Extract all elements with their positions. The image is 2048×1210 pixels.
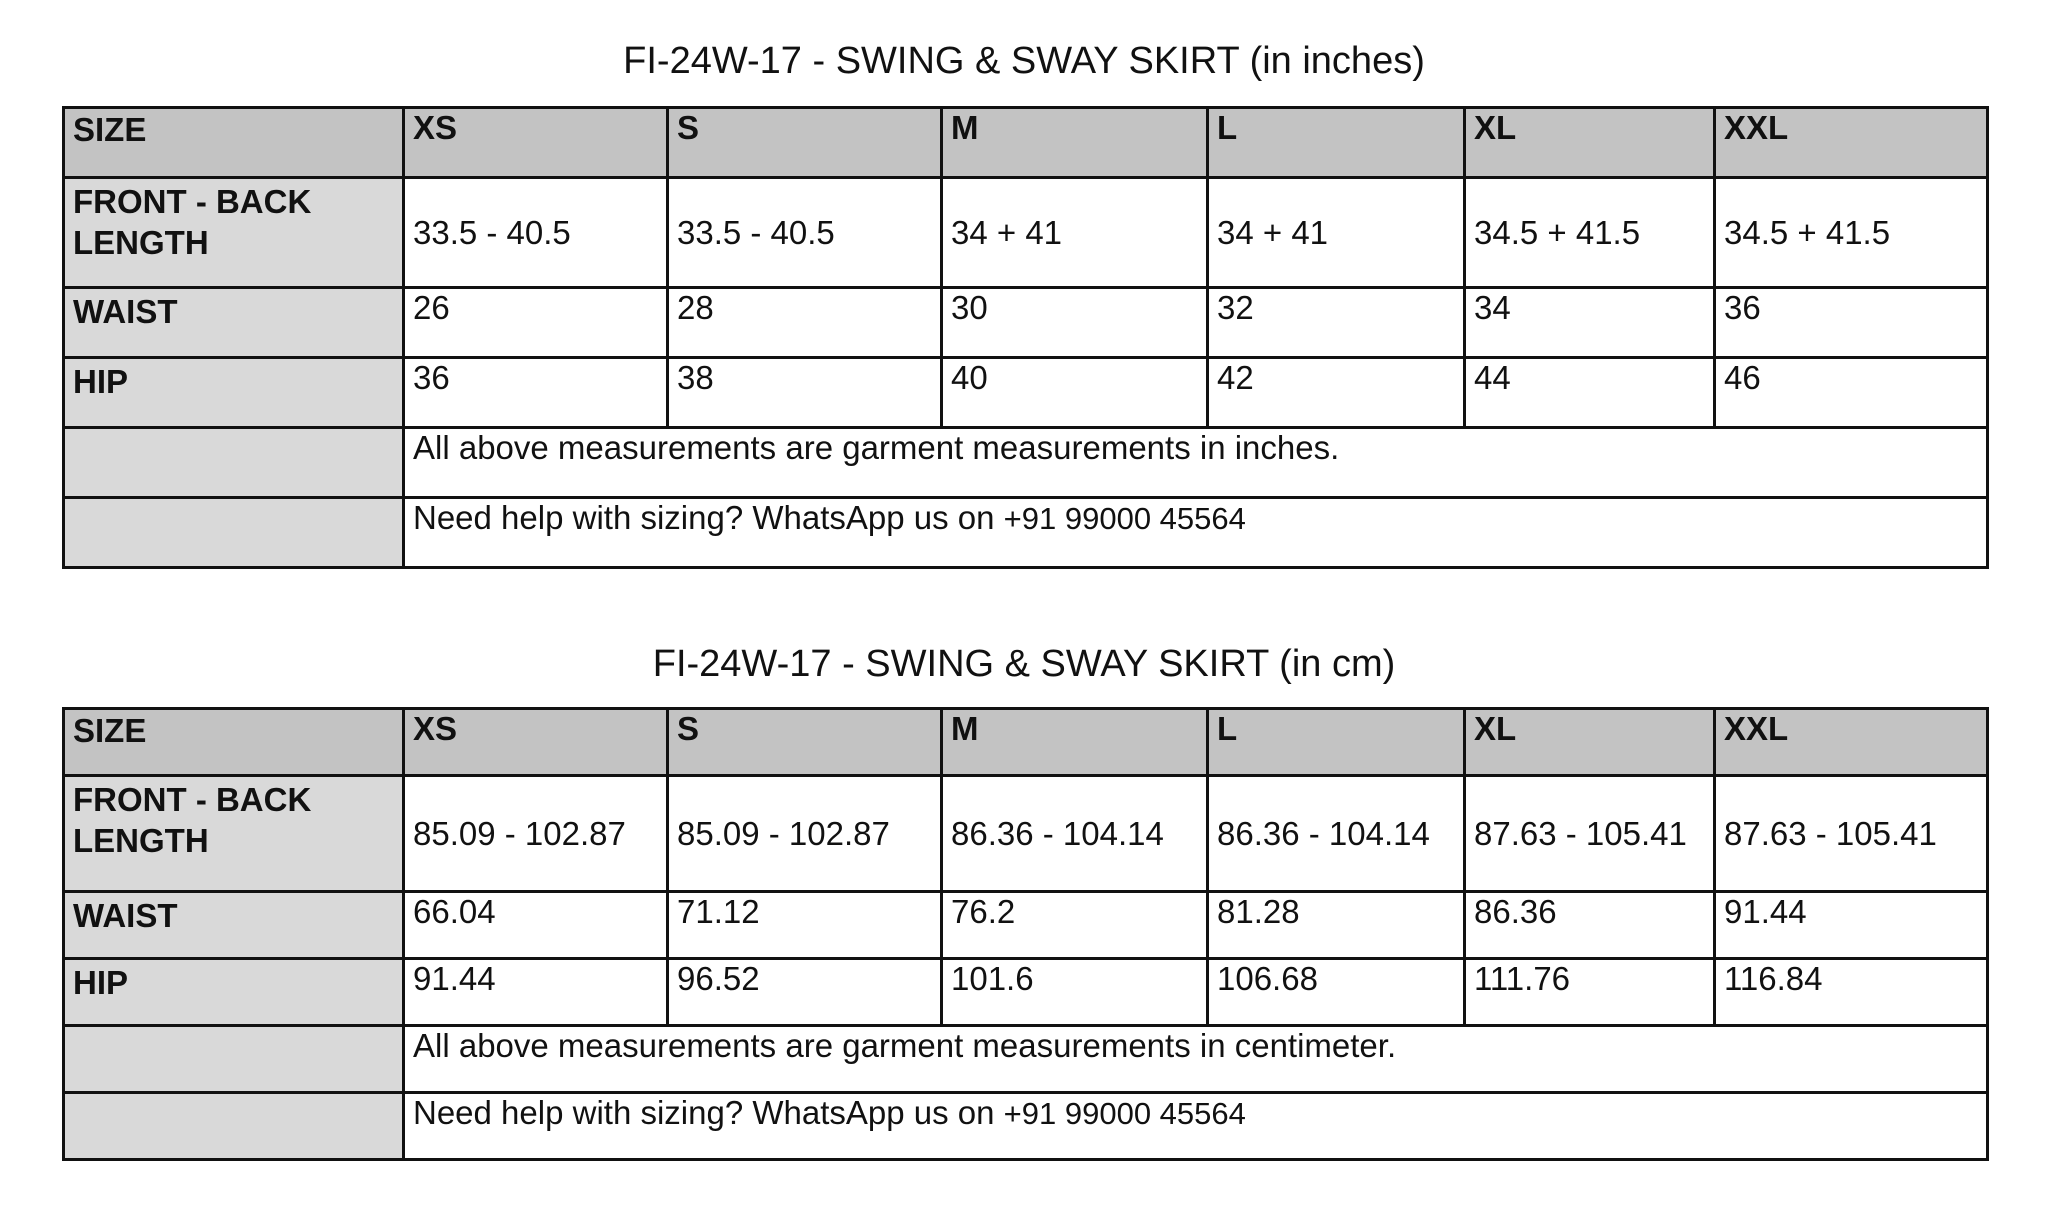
header-cell: M [942,108,1208,178]
table-cell: 33.5 - 40.5 [668,178,942,288]
table-cell: 36 [1715,288,1988,358]
table-cell: 40 [942,358,1208,428]
row-label: FRONT - BACK LENGTH [64,776,404,892]
header-cell: S [668,709,942,776]
table-cell: 34 [1465,288,1715,358]
table-cell: 71.12 [668,892,942,959]
table-cell: 116.84 [1715,959,1988,1026]
table-cell: 33.5 - 40.5 [404,178,668,288]
header-cell: M [942,709,1208,776]
size-table [62,707,1989,1161]
table-cell: 36 [404,358,668,428]
note-row [64,428,1988,498]
table-cell: 86.36 - 104.14 [942,776,1208,892]
size-chart-cm [62,638,1986,1161]
table-row [64,959,1988,1026]
note-row [64,1026,1988,1093]
table-cell: 91.44 [404,959,668,1026]
help-text: Need help with sizing? WhatsApp us on [413,499,995,536]
blank-label-cell [64,1026,404,1093]
table-cell: 76.2 [942,892,1208,959]
whatsapp-phone-number[interactable]: +91 99000 45564 [1003,501,1246,536]
table-row [64,288,1988,358]
table-cell: 26 [404,288,668,358]
table-cell: 66.04 [404,892,668,959]
header-cell: XXL [1715,108,1988,178]
table-cell: 34.5 + 41.5 [1465,178,1715,288]
header-row [64,108,1988,178]
header-cell: XXL [1715,709,1988,776]
row-label: WAIST [64,288,404,358]
table-cell: 30 [942,288,1208,358]
table-cell: 85.09 - 102.87 [404,776,668,892]
row-label: HIP [64,959,404,1026]
table-row [64,358,1988,428]
table-cell: 28 [668,288,942,358]
header-cell: SIZE [64,709,404,776]
table-cell: 42 [1208,358,1465,428]
blank-label-cell [64,498,404,568]
table-row [64,892,1988,959]
row-label: FRONT - BACK LENGTH [64,178,404,288]
header-cell: L [1208,709,1465,776]
header-cell: L [1208,108,1465,178]
blank-label-cell [64,428,404,498]
table-cell: 32 [1208,288,1465,358]
header-cell: S [668,108,942,178]
table-cell: 44 [1465,358,1715,428]
chart-title: FI-24W-17 - SWING & SWAY SKIRT (in cm) [652,643,1396,685]
help-cell [404,1093,1988,1160]
header-cell: XS [404,108,668,178]
header-cell: SIZE [64,108,404,178]
table-cell: 91.44 [1715,892,1988,959]
table-row [64,178,1988,288]
size-chart-inches [62,35,1986,569]
size-table [62,106,1989,569]
help-row [64,1093,1988,1160]
header-cell: XL [1465,108,1715,178]
table-cell: 87.63 - 105.41 [1715,776,1988,892]
table-cell: 46 [1715,358,1988,428]
blank-label-cell [64,1093,404,1160]
chart-title: FI-24W-17 - SWING & SWAY SKIRT (in inches) [623,40,1425,82]
header-cell: XL [1465,709,1715,776]
row-label: WAIST [64,892,404,959]
table-cell: 96.52 [668,959,942,1026]
table-cell: 87.63 - 105.41 [1465,776,1715,892]
header-cell: XS [404,709,668,776]
help-text: Need help with sizing? WhatsApp us on [413,1094,995,1131]
table-cell: 101.6 [942,959,1208,1026]
table-cell: 81.28 [1208,892,1465,959]
table-cell: 85.09 - 102.87 [668,776,942,892]
table-cell: 106.68 [1208,959,1465,1026]
table-cell: 34 + 41 [1208,178,1465,288]
help-row [64,498,1988,568]
whatsapp-phone-number[interactable]: +91 99000 45564 [1003,1096,1246,1131]
table-cell: 38 [668,358,942,428]
measurement-note: All above measurements are garment measurements in inches. [404,428,1988,498]
measurement-note: All above measurements are garment measurements in centimeter. [404,1026,1988,1093]
table-cell: 34 + 41 [942,178,1208,288]
table-cell: 34.5 + 41.5 [1715,178,1988,288]
help-cell [404,498,1988,568]
row-label: HIP [64,358,404,428]
table-cell: 86.36 - 104.14 [1208,776,1465,892]
table-cell: 86.36 [1465,892,1715,959]
table-row [64,776,1988,892]
header-row [64,709,1988,776]
table-cell: 111.76 [1465,959,1715,1026]
